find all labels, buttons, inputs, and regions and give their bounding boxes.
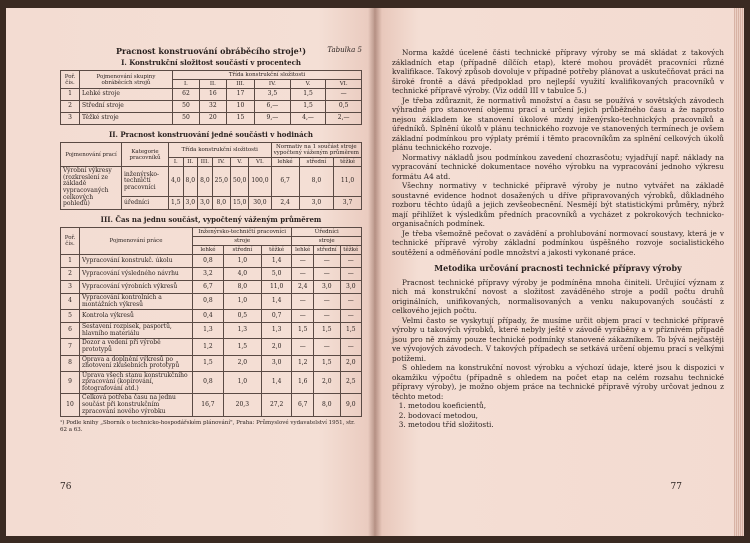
cell-value: — bbox=[314, 254, 341, 267]
table-row bbox=[61, 371, 362, 394]
cell-value: 3,0 bbox=[198, 197, 213, 210]
row-name: Sestavení rozpisek, pasportů, hlavního materiálu bbox=[80, 323, 193, 339]
cell-value: 4,— bbox=[290, 113, 326, 125]
paragraph: Normativy nákladů jsou podmínkou zavedení chozrasčotu; vyjadřují např. náklady na vypracování technické dokumentace nového výrobku na vypracování jednoho výkresu formátu A4 atd. bbox=[392, 152, 724, 181]
cell-value: 8,0 bbox=[183, 167, 198, 197]
class-header: V. bbox=[290, 80, 326, 89]
body-text bbox=[392, 48, 724, 430]
cell-value: 50,0 bbox=[231, 167, 249, 197]
table-row bbox=[61, 113, 362, 125]
norm-value: 2,4 bbox=[271, 197, 299, 210]
cell-value: 20 bbox=[199, 113, 226, 125]
table-label: Tabulka 5 bbox=[327, 46, 362, 54]
left-page bbox=[6, 8, 374, 536]
norm-value: 6,7 bbox=[271, 167, 299, 197]
sub-header: těžké bbox=[261, 245, 292, 254]
cell-value: — bbox=[340, 267, 361, 280]
cell-value: 3,0 bbox=[340, 280, 361, 293]
cell-value: — bbox=[292, 293, 314, 309]
stroje-label: stroje bbox=[292, 236, 362, 245]
norm-value: 8,0 bbox=[299, 167, 334, 197]
cell-value: — bbox=[340, 339, 361, 355]
table2-heading: II. Pracnost konstruování jedné součásti v hodinách bbox=[109, 130, 313, 140]
class-header: I. bbox=[169, 158, 184, 167]
cell-value: 1,3 bbox=[261, 323, 292, 339]
row-name: Lehké stroje bbox=[80, 89, 173, 101]
cell-value: 0,4 bbox=[193, 310, 224, 323]
row-no: 10 bbox=[61, 394, 80, 417]
col-group: Třída konstrukční složitosti bbox=[169, 143, 272, 158]
row-name: Dozor a vedení při výrobě prototypů bbox=[80, 339, 193, 355]
row-no: 1 bbox=[61, 89, 80, 101]
row-no: 8 bbox=[61, 355, 80, 371]
page-number: 76 bbox=[60, 482, 72, 492]
class-header: VI. bbox=[249, 158, 271, 167]
cell-value: 8,0 bbox=[212, 197, 230, 210]
class-header: III. bbox=[198, 158, 213, 167]
row-no: 1 bbox=[61, 254, 80, 267]
cell-value: 6,— bbox=[255, 101, 291, 113]
cell-value: 5,0 bbox=[261, 267, 292, 280]
cell-value: 1,6 bbox=[292, 371, 314, 394]
cell-value: 1,5 bbox=[314, 323, 341, 339]
row-name: Úprava všech stanu konstrukčního zpracování (kopírování, fotografování atd.) bbox=[80, 371, 193, 394]
cell-value: 15,0 bbox=[231, 197, 249, 210]
class-header: V. bbox=[231, 158, 249, 167]
cell-value: 2,0 bbox=[261, 339, 292, 355]
cell-value: 6,7 bbox=[292, 394, 314, 417]
row-no: 9 bbox=[61, 371, 80, 394]
cell-value: 1,5 bbox=[340, 323, 361, 339]
sub-header: střední bbox=[314, 245, 341, 254]
table-row bbox=[61, 323, 362, 339]
class-header: II. bbox=[199, 80, 226, 89]
cell-value: 15 bbox=[226, 113, 254, 125]
cell-value: 62 bbox=[173, 89, 200, 101]
category: úředníci bbox=[122, 197, 169, 210]
paragraph: Norma každé úcelené části technické přípravy výroby se má skládat z takových základních etap (případně dílčích etap), které mohou provádět pracovníci různé kvalifikace. Takový způsob dovoluje v případné potřeby plánovat a uskutečňovat práci na široké frontě a dává předpoklad pro nejlepší využití kvalifikovaných pracovníků v technické přípravě výroby. (Viz oddíl III v tabulce 5.) bbox=[392, 48, 724, 95]
class-header: II. bbox=[183, 158, 198, 167]
class-header: I. bbox=[173, 80, 200, 89]
paragraph: Pracnost technické přípravy výroby je podmíněna mnoha činiteli. Určující význam z nich má konstrukční novost a složitost zaváděného stroje a podíl počtu druhů originálních, unifikovaných, normalisovaných a venku nakupovaných součástí z celkového jejich počtu. bbox=[392, 277, 724, 315]
cell-value: 50 bbox=[173, 113, 200, 125]
norm-value: 3,0 bbox=[299, 197, 334, 210]
cell-value: 1,5 bbox=[292, 323, 314, 339]
row-name: Kontrola výkresů bbox=[80, 310, 193, 323]
cell-value: 16,7 bbox=[193, 394, 224, 417]
table-row bbox=[61, 310, 362, 323]
paragraph: S ohledem na konstrukční novost výrobku a výchozí údaje, které jsou k dispozici v okamžiku výpočtu (případně s ohledem na počet etap na celém rozsahu technické přípravy výroby), je možno objem práce na technické přípravě výroby určovat jednou z těchto metod: bbox=[392, 363, 724, 401]
row-name: Oprava a doplnění výkresů po zhotovení zkušebních prototypů bbox=[80, 355, 193, 371]
row-name: Vypracování konstrukč. úkolu bbox=[80, 254, 193, 267]
cell-value: 20,3 bbox=[223, 394, 261, 417]
cell-value: 1,5 bbox=[290, 89, 326, 101]
cell-value: 2,— bbox=[326, 113, 362, 125]
row-no: 6 bbox=[61, 323, 80, 339]
cell-value: 3,0 bbox=[261, 355, 292, 371]
cell-value: 3,2 bbox=[193, 267, 224, 280]
cell-value: 2,0 bbox=[223, 355, 261, 371]
paragraph: Je třeba zdůraznit, že normativů množství a času se používá v sovětských závodech výhradně pro stanovení objemu prací a určení jejich průběžného času a že naprosto nejsou základem ke stanovení úkolové mzdy inženýrsko-technických pracovníků a úředníků. Splnění úkolů v plánu technického rozvoje ve stanovených termínech je ovšem základní podmínkou pro výplaty prémií i těmto pracovníkům za splnění celkových úkolů plánu technického rozvoje. bbox=[392, 95, 724, 152]
table-time bbox=[60, 227, 362, 417]
cell-value: — bbox=[292, 254, 314, 267]
col-no: Poř. čís. bbox=[61, 227, 80, 254]
cell-value: 0,5 bbox=[223, 310, 261, 323]
cell-value: 3,0 bbox=[314, 280, 341, 293]
cell-value: 2,0 bbox=[314, 371, 341, 394]
cell-value: 1,0 bbox=[223, 254, 261, 267]
cell-value: 2,0 bbox=[340, 355, 361, 371]
cell-value: 27,2 bbox=[261, 394, 292, 417]
cell-value: 1,2 bbox=[193, 339, 224, 355]
norm-value: 11,0 bbox=[334, 167, 362, 197]
cell-value: 1,0 bbox=[223, 371, 261, 394]
method-list bbox=[392, 401, 724, 430]
cell-value: 32 bbox=[199, 101, 226, 113]
table-row bbox=[61, 89, 362, 101]
row-no: 7 bbox=[61, 339, 80, 355]
cell-value: 0,5 bbox=[326, 101, 362, 113]
page-number: 77 bbox=[670, 482, 682, 492]
class-header: III. bbox=[226, 80, 254, 89]
cell-value: 11,0 bbox=[261, 280, 292, 293]
table3-heading: III. Čas na jednu součást, vypočtený váženým průměrem bbox=[100, 214, 322, 224]
cell-value: 8,0 bbox=[223, 280, 261, 293]
cell-value: 9,— bbox=[255, 113, 291, 125]
cell-value: 0,8 bbox=[193, 371, 224, 394]
cell-value: 2,5 bbox=[340, 371, 361, 394]
cell-value: — bbox=[292, 310, 314, 323]
class-header: IV. bbox=[255, 80, 291, 89]
sub-header: lehké bbox=[292, 245, 314, 254]
row-no: 4 bbox=[61, 293, 80, 309]
sub-header: těžké bbox=[340, 245, 361, 254]
right-page bbox=[374, 8, 744, 536]
table-row bbox=[61, 101, 362, 113]
cell-value: 16 bbox=[199, 89, 226, 101]
cell-value: — bbox=[326, 89, 362, 101]
book-gutter bbox=[368, 8, 382, 536]
paragraph: Je třeba všemožně pečovat o zavádění a prohlubování normovací soustavy, která je v technické přípravě výroby základní podmínkou úspěšného rozvoje socialistického soutěžení a odměňování podle množství a jakosti vykonané práce. bbox=[392, 228, 724, 257]
cell-value: 100,0 bbox=[249, 167, 271, 197]
row-no: 2 bbox=[61, 267, 80, 280]
table-row bbox=[61, 280, 362, 293]
sub-header: střední bbox=[223, 245, 261, 254]
work-name: Výrobní výkresy (rozkreslení ze základě vypracovaných celkových pohledů) bbox=[61, 167, 122, 210]
table-row bbox=[61, 355, 362, 371]
cell-value: 30,0 bbox=[249, 197, 271, 210]
section-title: Metodika určování pracnosti technické přípravy výroby bbox=[434, 263, 682, 273]
cell-value: — bbox=[314, 267, 341, 280]
cell-value: — bbox=[314, 310, 341, 323]
row-name: Vypracování výsledného návrhu bbox=[80, 267, 193, 280]
cell-value: 1,3 bbox=[223, 323, 261, 339]
col-name: Pojmenování práce bbox=[80, 227, 193, 254]
cell-value: 25,0 bbox=[212, 167, 230, 197]
col-work: Pojmenování prací bbox=[61, 143, 122, 167]
paragraph: Všechny normativy v technické přípravě výroby je nutno vytvářet na základě soustavné evidence hodnot dosažených u dříve připravovaných výrobků, důkladného rozboru těchto údajů a jejich zevšeobecnění. Nesmějí být statistickými průměry, nýbrž mají přihlížet k výsledkům předních pracovníků a vycházet z pokrokových technicko-organisačních podmínek. bbox=[392, 181, 724, 228]
cell-value: 4,0 bbox=[223, 267, 261, 280]
category: inženýrsko-techničtí pracovníci bbox=[122, 167, 169, 197]
cell-value: 1,3 bbox=[193, 323, 224, 339]
row-no: 3 bbox=[61, 113, 80, 125]
book-spread bbox=[6, 8, 744, 536]
list-item: 1. metodou koeficientů, bbox=[408, 401, 724, 411]
col-engineers: Inženýrsko-techničtí pracovníci bbox=[193, 227, 292, 236]
col-category: Kategorie pracovníků bbox=[122, 143, 169, 167]
row-name: Vypracování výrobních výkresů bbox=[80, 280, 193, 293]
cell-value: — bbox=[292, 339, 314, 355]
cell-value: — bbox=[340, 254, 361, 267]
cell-value: 1,4 bbox=[261, 371, 292, 394]
cell-value: 6,7 bbox=[193, 280, 224, 293]
row-name: Celková potřeba času na jednu součást při konstrukčním zpracování nového výrobku bbox=[80, 394, 193, 417]
col-no: Poř. čís. bbox=[61, 71, 80, 89]
cell-value: — bbox=[292, 267, 314, 280]
sub-header: lehké bbox=[193, 245, 224, 254]
cell-value: 1,4 bbox=[261, 293, 292, 309]
row-no: 5 bbox=[61, 310, 80, 323]
row-no: 3 bbox=[61, 280, 80, 293]
norm-sub-header: těžké bbox=[334, 158, 362, 167]
norm-sub-header: lehké bbox=[271, 158, 299, 167]
cell-value: — bbox=[340, 310, 361, 323]
cell-value: — bbox=[340, 293, 361, 309]
list-item: 2. bodovací metodou, bbox=[408, 411, 724, 421]
cell-value: 3,0 bbox=[183, 197, 198, 210]
table-row bbox=[61, 339, 362, 355]
table-row bbox=[61, 267, 362, 280]
cell-value: 9,0 bbox=[340, 394, 361, 417]
cell-value: 1,5 bbox=[223, 339, 261, 355]
stroje-label: stroje bbox=[193, 236, 292, 245]
cell-value: 2,4 bbox=[292, 280, 314, 293]
cell-value: 1,5 bbox=[169, 197, 184, 210]
norm-sub-header: střední bbox=[299, 158, 334, 167]
cell-value: 8,0 bbox=[314, 394, 341, 417]
cell-value: 1,5 bbox=[193, 355, 224, 371]
cell-value: 0,8 bbox=[193, 293, 224, 309]
cell-value: 0,7 bbox=[261, 310, 292, 323]
cell-value: 1,0 bbox=[223, 293, 261, 309]
row-name: Těžké stroje bbox=[80, 113, 173, 125]
cell-value: 1,2 bbox=[292, 355, 314, 371]
col-clerks: Úředníci bbox=[292, 227, 362, 236]
norm-value: 3,7 bbox=[334, 197, 362, 210]
cell-value: — bbox=[314, 293, 341, 309]
footnote: ¹) Podle knihy „Sborník o technicko-hospodářském plánování", Praha: Průmyslové vydavatelství 1951, str. 62 a 63. bbox=[60, 420, 355, 433]
row-no: 2 bbox=[61, 101, 80, 113]
cell-value: — bbox=[314, 339, 341, 355]
cell-value: 10 bbox=[226, 101, 254, 113]
col-norm: Normativ na 1 součást stroje vypočtený váženým průměrem bbox=[271, 143, 361, 158]
cell-value: 17 bbox=[226, 89, 254, 101]
paragraph: Velmi často se vyskytují případy, že musíme určit objem prací v technické přípravě výroby u takových výrobků, které nebyly ještě v závodě vyráběny a v příznivém případě jsou pro ně známy pouze technické podmínky stanovené zákazníkem. To bývá nejčastěji ve vývojových závodech. V takových případech se setkává určení objemu prací s velkými potížemi. bbox=[392, 315, 724, 363]
table-row bbox=[61, 293, 362, 309]
title-text: Pracnost konstruování obráběcího stroje¹) bbox=[115, 46, 307, 56]
cell-value: 0,8 bbox=[193, 254, 224, 267]
cell-value: 1,5 bbox=[314, 355, 341, 371]
table-hours bbox=[60, 142, 362, 210]
row-name: Střední stroje bbox=[80, 101, 173, 113]
cell-value: 3,5 bbox=[255, 89, 291, 101]
row-name: Vypracování kontrolních a montážních výkresů bbox=[80, 293, 193, 309]
page-edges bbox=[734, 8, 744, 536]
class-header: IV. bbox=[212, 158, 230, 167]
class-header: VI. bbox=[326, 80, 362, 89]
col-group: Třída konstrukční složitosti bbox=[173, 71, 362, 80]
cell-value: 4,0 bbox=[169, 167, 184, 197]
cell-value: 8,0 bbox=[198, 167, 213, 197]
cell-value: 50 bbox=[173, 101, 200, 113]
table-row bbox=[61, 167, 362, 197]
cell-value: 1,5 bbox=[290, 101, 326, 113]
list-item: 3. metodou tříd složitosti. bbox=[408, 420, 724, 430]
cell-value: 1,4 bbox=[261, 254, 292, 267]
table-row bbox=[61, 254, 362, 267]
table-row bbox=[61, 394, 362, 417]
page-title bbox=[60, 46, 362, 56]
table-complexity bbox=[60, 70, 362, 125]
col-name: Pojmenování skupiny obráběcích strojů bbox=[80, 71, 173, 89]
table1-heading: I. Konstrukční složitost součástí v procentech bbox=[121, 58, 301, 67]
